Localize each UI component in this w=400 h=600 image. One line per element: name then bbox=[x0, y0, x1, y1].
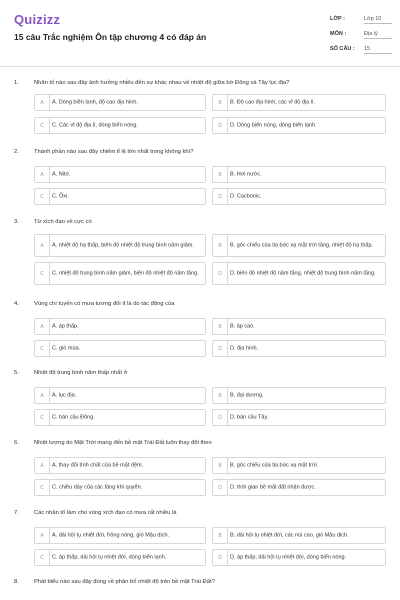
question-number: 1. bbox=[14, 80, 19, 86]
question-text: Nhân tố nào sau đây ảnh hưởng nhiều đến sự khác nhau về nhiệt độ giữa bờ Đông và Tây lục địa? bbox=[34, 80, 290, 86]
option-a[interactable] bbox=[34, 457, 206, 474]
option-d[interactable] bbox=[212, 549, 386, 566]
option-text: A. lục địa. bbox=[52, 391, 77, 398]
option-text: D. thời gian bề mặt đất nhận được. bbox=[230, 483, 316, 490]
option-letter: B bbox=[213, 458, 228, 473]
option-letter: D bbox=[213, 189, 228, 204]
question-text: Các nhân tố làm cho vùng xích đạo có mưa rất nhiều là bbox=[34, 510, 177, 516]
option-text: C. Các vĩ độ địa lí, dòng biển nóng. bbox=[52, 121, 138, 128]
question-text: Nhiệt lượng do Mặt Trời mang đến bề mặt Trái Đất luôn thay đổi theo bbox=[34, 440, 212, 446]
option-c[interactable] bbox=[34, 340, 206, 357]
option-text: A. áp thấp. bbox=[52, 322, 79, 329]
question-number: 7. bbox=[14, 510, 19, 516]
question-text: Thành phần nào sau đây chiếm tỉ lệ lớn nhất trong không khí? bbox=[34, 149, 194, 155]
option-text: A. Nitơ. bbox=[52, 170, 71, 177]
option-b[interactable] bbox=[212, 527, 386, 544]
option-text: D. địa hình. bbox=[230, 344, 259, 351]
header-divider bbox=[0, 66, 400, 67]
option-letter: C bbox=[35, 341, 50, 356]
document-header bbox=[0, 0, 400, 64]
option-letter: B bbox=[213, 319, 228, 334]
option-b[interactable] bbox=[212, 234, 386, 257]
option-text: B. Độ cao địa hình, các vĩ độ địa lí. bbox=[230, 98, 315, 105]
option-a[interactable] bbox=[34, 318, 206, 335]
meta-value: 15 bbox=[364, 46, 392, 54]
option-c[interactable] bbox=[34, 117, 206, 134]
option-d[interactable] bbox=[212, 262, 386, 285]
option-letter: C bbox=[35, 410, 50, 425]
option-text: B. góc chiếu của tia bức xạ mặt trời tăng, nhiệt độ hạ thấp. bbox=[230, 241, 374, 248]
option-b[interactable] bbox=[212, 387, 386, 404]
option-text: C. nhiệt độ trung bình năm giảm, biên độ nhiệt độ năm tăng. bbox=[52, 269, 199, 276]
option-text: D. bán cầu Tây. bbox=[230, 413, 269, 420]
option-text: A. dải hội tụ nhiệt đới, frông nóng, gió Mậu dịch. bbox=[52, 531, 170, 538]
option-b[interactable] bbox=[212, 94, 386, 111]
question-text: Nhiệt độ trung bình năm thấp nhất ở bbox=[34, 370, 128, 376]
option-b[interactable] bbox=[212, 166, 386, 183]
option-letter: A bbox=[35, 319, 50, 334]
question-number: 8. bbox=[14, 579, 19, 585]
option-letter: A bbox=[35, 95, 50, 110]
option-letter: C bbox=[35, 263, 50, 284]
option-text: B. Hơi nước. bbox=[230, 170, 262, 177]
option-letter: A bbox=[35, 458, 50, 473]
option-text: B. đại dương. bbox=[230, 391, 264, 398]
option-text: C. Ôxi. bbox=[52, 192, 69, 199]
option-letter: A bbox=[35, 388, 50, 403]
question-number: 2. bbox=[14, 149, 19, 155]
option-letter: D bbox=[213, 341, 228, 356]
option-letter: D bbox=[213, 118, 228, 133]
option-letter: B bbox=[213, 235, 228, 256]
option-text: C. bán cầu Đông. bbox=[52, 413, 95, 420]
option-text: A. Dòng biển lạnh, độ cao địa hình. bbox=[52, 98, 138, 105]
option-b[interactable] bbox=[212, 318, 386, 335]
question-number: 4. bbox=[14, 301, 19, 307]
option-text: B. áp cao. bbox=[230, 322, 255, 329]
option-letter: C bbox=[35, 550, 50, 565]
option-d[interactable] bbox=[212, 340, 386, 357]
option-c[interactable] bbox=[34, 479, 206, 496]
option-text: C. chiều dày của các tầng khí quyển. bbox=[52, 483, 143, 490]
option-d[interactable] bbox=[212, 117, 386, 134]
question-number: 6. bbox=[14, 440, 19, 446]
option-text: A. nhiệt độ hạ thấp, biên độ nhiệt độ trung bình năm giảm. bbox=[52, 241, 194, 248]
question-number: 5. bbox=[14, 370, 19, 376]
option-letter: B bbox=[213, 388, 228, 403]
quizizz-logo: Quizizz bbox=[14, 12, 61, 27]
option-letter: D bbox=[213, 480, 228, 495]
page-title: 15 câu Trắc nghiệm Ôn tập chương 4 có đáp án bbox=[14, 32, 207, 42]
option-text: C. áp thấp, dải hội tụ nhiệt đới, dòng biển lạnh. bbox=[52, 553, 167, 560]
option-text: D. Cacbonic. bbox=[230, 192, 262, 199]
option-letter: A bbox=[35, 528, 50, 543]
option-a[interactable] bbox=[34, 234, 206, 257]
option-c[interactable] bbox=[34, 409, 206, 426]
meta-value: Lớp 10 bbox=[364, 16, 392, 24]
option-text: C. gió mùa. bbox=[52, 344, 81, 351]
question-number: 3. bbox=[14, 219, 19, 225]
option-text: B. dải hội tụ nhiệt đới, các núi cao, gió Mậu dịch. bbox=[230, 531, 349, 538]
meta-label: SỐ CÂU : bbox=[330, 46, 355, 52]
meta-label: LỚP : bbox=[330, 16, 345, 22]
option-c[interactable] bbox=[34, 549, 206, 566]
option-letter: D bbox=[213, 550, 228, 565]
option-a[interactable] bbox=[34, 387, 206, 404]
option-letter: B bbox=[213, 95, 228, 110]
option-text: D. biên độ nhiệt độ năm tăng, nhiệt độ trung bình năm tăng. bbox=[230, 269, 376, 276]
option-a[interactable] bbox=[34, 94, 206, 111]
question-text: Từ xích đạo về cực có bbox=[34, 219, 92, 225]
option-letter: A bbox=[35, 235, 50, 256]
option-a[interactable] bbox=[34, 166, 206, 183]
option-letter: A bbox=[35, 167, 50, 182]
option-text: D. áp thấp, dải hội tụ nhiệt đới, dòng biển nóng. bbox=[230, 553, 347, 560]
option-b[interactable] bbox=[212, 457, 386, 474]
meta-label: MÔN : bbox=[330, 31, 347, 37]
option-text: D. Dòng biển nóng, dòng biển lạnh. bbox=[230, 121, 317, 128]
option-letter: C bbox=[35, 480, 50, 495]
option-letter: D bbox=[213, 263, 228, 284]
question-text: Phát biểu nào sau đây đúng về phân bố nhiệt độ trên bề mặt Trái Đất? bbox=[34, 579, 215, 585]
option-d[interactable] bbox=[212, 479, 386, 496]
option-a[interactable] bbox=[34, 527, 206, 544]
option-text: B. góc chiếu của tia bức xạ mặt trời. bbox=[230, 461, 319, 468]
option-c[interactable] bbox=[34, 262, 206, 285]
option-letter: B bbox=[213, 528, 228, 543]
option-text: A. thay đổi tính chất của bề mặt đệm. bbox=[52, 461, 144, 468]
option-d[interactable] bbox=[212, 188, 386, 205]
question-text: Vùng chí tuyến có mưa tương đối ít là do tác động của bbox=[34, 301, 175, 307]
option-letter: D bbox=[213, 410, 228, 425]
option-letter: C bbox=[35, 118, 50, 133]
option-d[interactable] bbox=[212, 409, 386, 426]
option-letter: C bbox=[35, 189, 50, 204]
meta-value: Địa lý bbox=[364, 31, 392, 39]
option-c[interactable] bbox=[34, 188, 206, 205]
option-letter: B bbox=[213, 167, 228, 182]
